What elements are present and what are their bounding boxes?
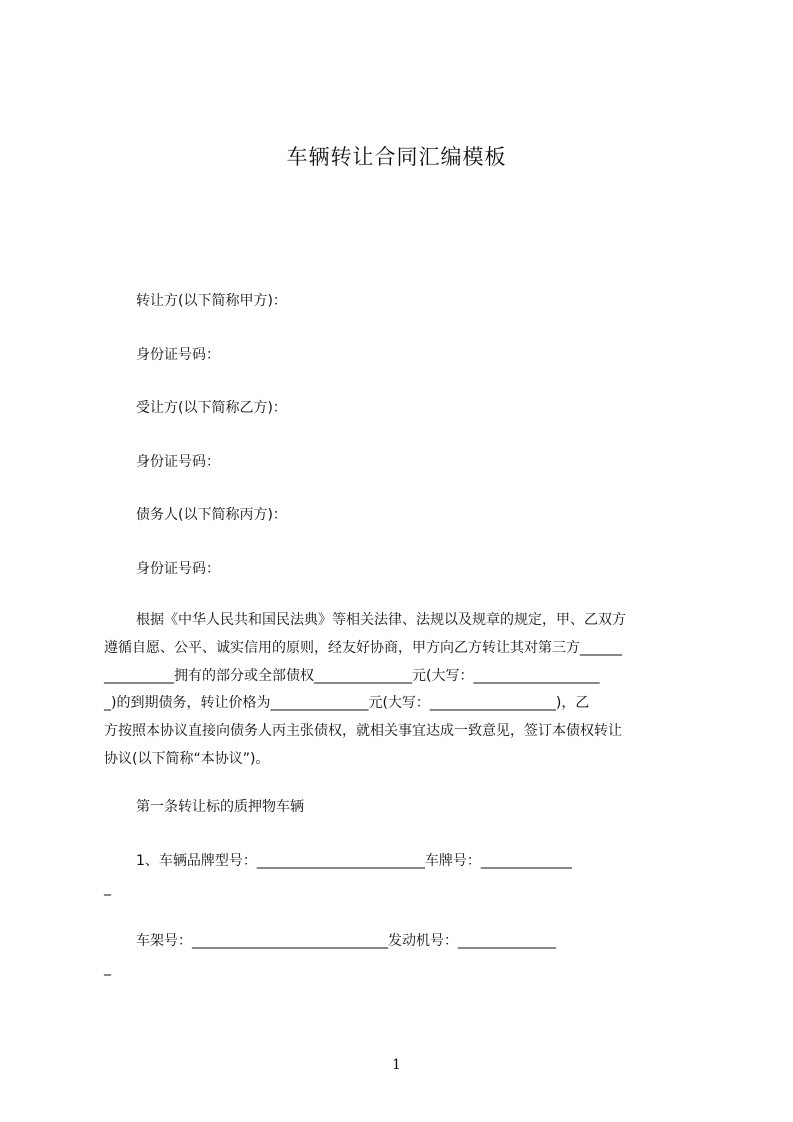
debtor-label: 债务人(以下简称丙方)： bbox=[136, 507, 287, 523]
debtor-id-label: 身份证号码： bbox=[136, 561, 220, 577]
transferor-label: 转让方(以下简称甲方)： bbox=[136, 293, 287, 309]
page-number: 1 bbox=[392, 1057, 401, 1073]
article-1-heading: 第一条转让标的质押物车辆 bbox=[136, 799, 304, 815]
intro-paragraph bbox=[104, 610, 700, 777]
chassis-engine-field: 车架号：____________________________发动机号：______________ bbox=[136, 933, 556, 949]
intro-line: _)的到期债务，转让价格为______________元(大写：__________________)，乙 bbox=[104, 695, 590, 712]
intro-line: __________拥有的部分或全部债权______________元(大写：__________________ bbox=[104, 667, 600, 684]
vehicle-model-overflow: _ bbox=[104, 880, 111, 896]
intro-line: 遵循自愿、公平、诚实信用的原则，经友好协商，甲方向乙方转让其对第三方______ bbox=[104, 639, 622, 656]
transferor-id-label: 身份证号码： bbox=[136, 347, 220, 363]
intro-line: 根据《中华人民共和国民法典》等相关法律、法规以及规章的规定，甲、乙双方 bbox=[136, 612, 626, 628]
intro-line: 协议(以下简称“本协议”)。 bbox=[104, 750, 270, 767]
vehicle-model-field: 1、车辆品牌型号：________________________车牌号：_____________ bbox=[136, 853, 572, 869]
transferee-id-label: 身份证号码： bbox=[136, 454, 220, 470]
transferee-label: 受让方(以下简称乙方)： bbox=[136, 400, 287, 416]
chassis-overflow: _ bbox=[104, 960, 111, 976]
document-title: 车辆转让合同汇编模板 bbox=[286, 145, 507, 169]
intro-line: 方按照本协议直接向债务人丙主张债权，就相关事宜达成一致意见，签订本债权转让 bbox=[104, 723, 622, 740]
